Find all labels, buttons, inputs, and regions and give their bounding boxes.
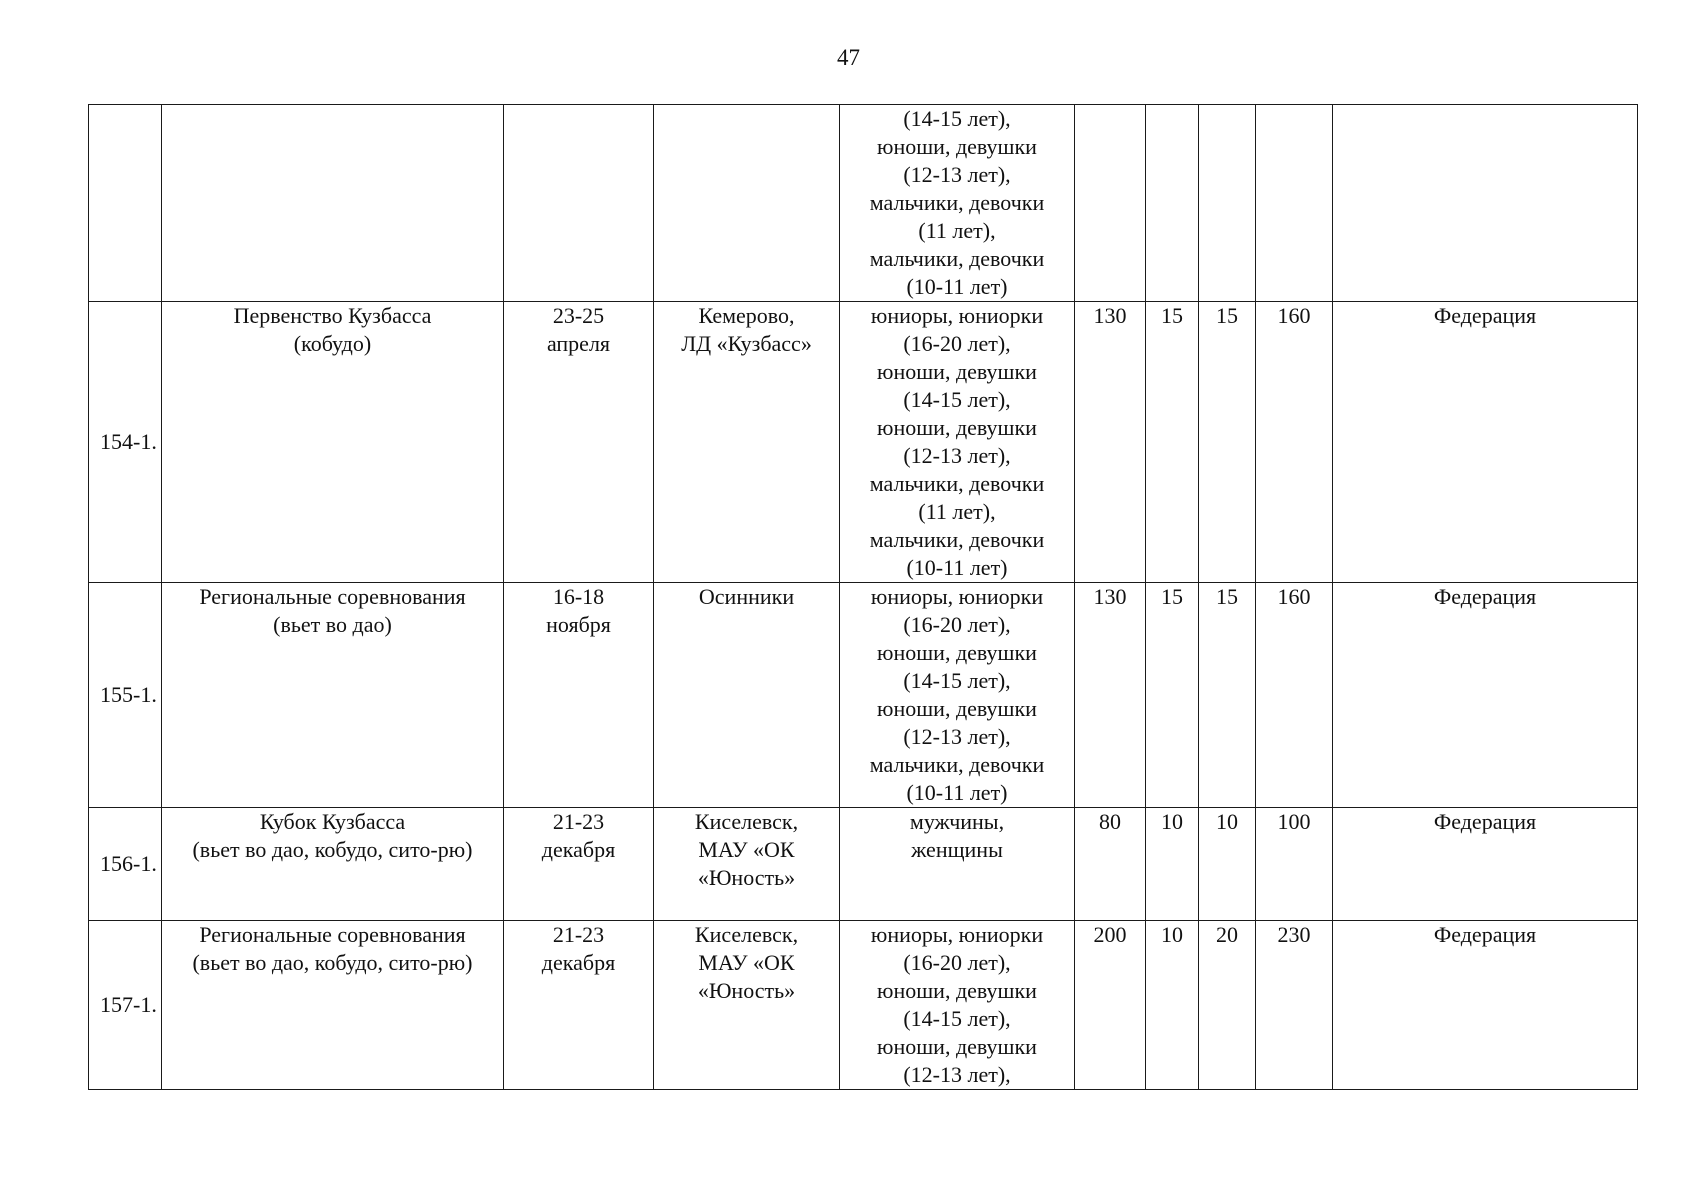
event-name <box>162 302 504 583</box>
cell-line: Кемерово, <box>698 303 795 328</box>
cell-line: мальчики, девочки <box>869 471 1045 496</box>
cell-line: Киселевск, <box>694 922 799 947</box>
organizer <box>1333 105 1638 302</box>
table-row <box>89 302 1638 583</box>
event-name <box>162 808 504 921</box>
event-name <box>162 583 504 808</box>
cell-line: (14-15 лет), <box>903 106 1011 131</box>
judges-count: 20 <box>1199 921 1256 1090</box>
cell-line: «Юность» <box>697 978 796 1003</box>
cell-line: (кобудо) <box>293 331 372 356</box>
cell-line: Кубок Кузбасса <box>259 809 406 834</box>
cell-line: Первенство Кузбасса <box>233 303 432 328</box>
table-body <box>89 105 1638 1090</box>
athletes-count: 80 <box>1075 808 1146 921</box>
participants <box>840 302 1075 583</box>
cell-line: (12-13 лет), <box>903 443 1011 468</box>
table-row <box>89 105 1638 302</box>
participants <box>840 105 1075 302</box>
cell-line: (16-20 лет), <box>903 950 1011 975</box>
total-count: 230 <box>1256 921 1333 1090</box>
cell-line: (вьет во дао, кобудо, сито-рю) <box>192 950 473 975</box>
athletes-count: 130 <box>1075 583 1146 808</box>
coaches-count: 15 <box>1146 583 1199 808</box>
table-row <box>89 808 1638 921</box>
cell-line: Региональные соревнования <box>199 584 466 609</box>
events-table <box>88 104 1638 1090</box>
participants <box>840 808 1075 921</box>
cell-line: мальчики, девочки <box>869 527 1045 552</box>
cell-line: ноября <box>546 612 611 637</box>
cell-line: юноши, девушки <box>877 640 1037 665</box>
event-dates <box>504 583 654 808</box>
event-dates <box>504 105 654 302</box>
cell-line: юноши, девушки <box>877 134 1037 159</box>
total-count: 100 <box>1256 808 1333 921</box>
judges-count: 10 <box>1199 808 1256 921</box>
event-dates <box>504 302 654 583</box>
cell-line: (14-15 лет), <box>903 668 1011 693</box>
table-row <box>89 583 1638 808</box>
event-location <box>654 808 840 921</box>
athletes-count: 130 <box>1075 302 1146 583</box>
cell-line: юниоры, юниорки <box>870 922 1044 947</box>
cell-line: Киселевск, <box>694 809 799 834</box>
athletes-count <box>1075 105 1146 302</box>
event-dates <box>504 808 654 921</box>
cell-line: юниоры, юниорки <box>870 303 1044 328</box>
cell-line: юноши, девушки <box>877 415 1037 440</box>
organizer: Федерация <box>1333 921 1638 1090</box>
total-count <box>1256 105 1333 302</box>
event-name <box>162 921 504 1090</box>
row-number <box>89 105 162 302</box>
event-location <box>654 105 840 302</box>
cell-line: 21-23 <box>552 809 605 834</box>
cell-line: (10-11 лет) <box>906 274 1008 299</box>
table-row <box>89 921 1638 1090</box>
event-dates <box>504 921 654 1090</box>
cell-line: мужчины, <box>909 809 1005 834</box>
cell-line: юноши, девушки <box>877 1034 1037 1059</box>
participants <box>840 921 1075 1090</box>
row-number: 154-1. <box>89 302 162 583</box>
cell-line: (12-13 лет), <box>903 162 1011 187</box>
participants <box>840 583 1075 808</box>
cell-line: (вьет во дао, кобудо, сито-рю) <box>192 837 473 862</box>
total-count: 160 <box>1256 583 1333 808</box>
organizer: Федерация <box>1333 808 1638 921</box>
cell-line: мальчики, девочки <box>869 246 1045 271</box>
cell-line: Осинники <box>698 584 795 609</box>
cell-line: (вьет во дао) <box>273 612 392 637</box>
cell-line: (12-13 лет), <box>903 724 1011 749</box>
judges-count <box>1199 105 1256 302</box>
athletes-count: 200 <box>1075 921 1146 1090</box>
cell-line: (14-15 лет), <box>903 1006 1011 1031</box>
cell-line: юниоры, юниорки <box>870 584 1044 609</box>
cell-line: (11 лет), <box>918 499 996 524</box>
coaches-count <box>1146 105 1199 302</box>
cell-line: «Юность» <box>697 865 796 890</box>
cell-line: декабря <box>541 837 616 862</box>
coaches-count: 15 <box>1146 302 1199 583</box>
cell-line: декабря <box>541 950 616 975</box>
cell-line: юноши, девушки <box>877 978 1037 1003</box>
cell-line: МАУ «ОК <box>698 950 795 975</box>
cell-line: мальчики, девочки <box>869 752 1045 777</box>
total-count: 160 <box>1256 302 1333 583</box>
cell-line: (16-20 лет), <box>903 612 1011 637</box>
event-location <box>654 921 840 1090</box>
event-location <box>654 583 840 808</box>
cell-line: ЛД «Кузбасс» <box>681 331 812 356</box>
row-number: 155-1. <box>89 583 162 808</box>
organizer: Федерация <box>1333 583 1638 808</box>
coaches-count: 10 <box>1146 921 1199 1090</box>
cell-line: апреля <box>546 331 611 356</box>
cell-line: женщины <box>911 837 1003 862</box>
cell-line: 21-23 <box>552 922 605 947</box>
cell-line: (14-15 лет), <box>903 387 1011 412</box>
cell-line: юноши, девушки <box>877 359 1037 384</box>
cell-line: Региональные соревнования <box>199 922 466 947</box>
row-number: 157-1. <box>89 921 162 1090</box>
cell-line: 23-25 <box>552 303 605 328</box>
cell-line: (12-13 лет), <box>903 1062 1011 1087</box>
judges-count: 15 <box>1199 302 1256 583</box>
cell-line: (16-20 лет), <box>903 331 1011 356</box>
event-name <box>162 105 504 302</box>
page-number: 47 <box>837 45 860 70</box>
cell-line: юноши, девушки <box>877 696 1037 721</box>
cell-line: МАУ «ОК <box>698 837 795 862</box>
judges-count: 15 <box>1199 583 1256 808</box>
cell-line: (10-11 лет) <box>906 555 1008 580</box>
cell-line: 16-18 <box>552 584 605 609</box>
cell-line: (10-11 лет) <box>906 780 1008 805</box>
cell-line: мальчики, девочки <box>869 190 1045 215</box>
event-location <box>654 302 840 583</box>
coaches-count: 10 <box>1146 808 1199 921</box>
cell-line: (11 лет), <box>918 218 996 243</box>
organizer: Федерация <box>1333 302 1638 583</box>
row-number: 156-1. <box>89 808 162 921</box>
